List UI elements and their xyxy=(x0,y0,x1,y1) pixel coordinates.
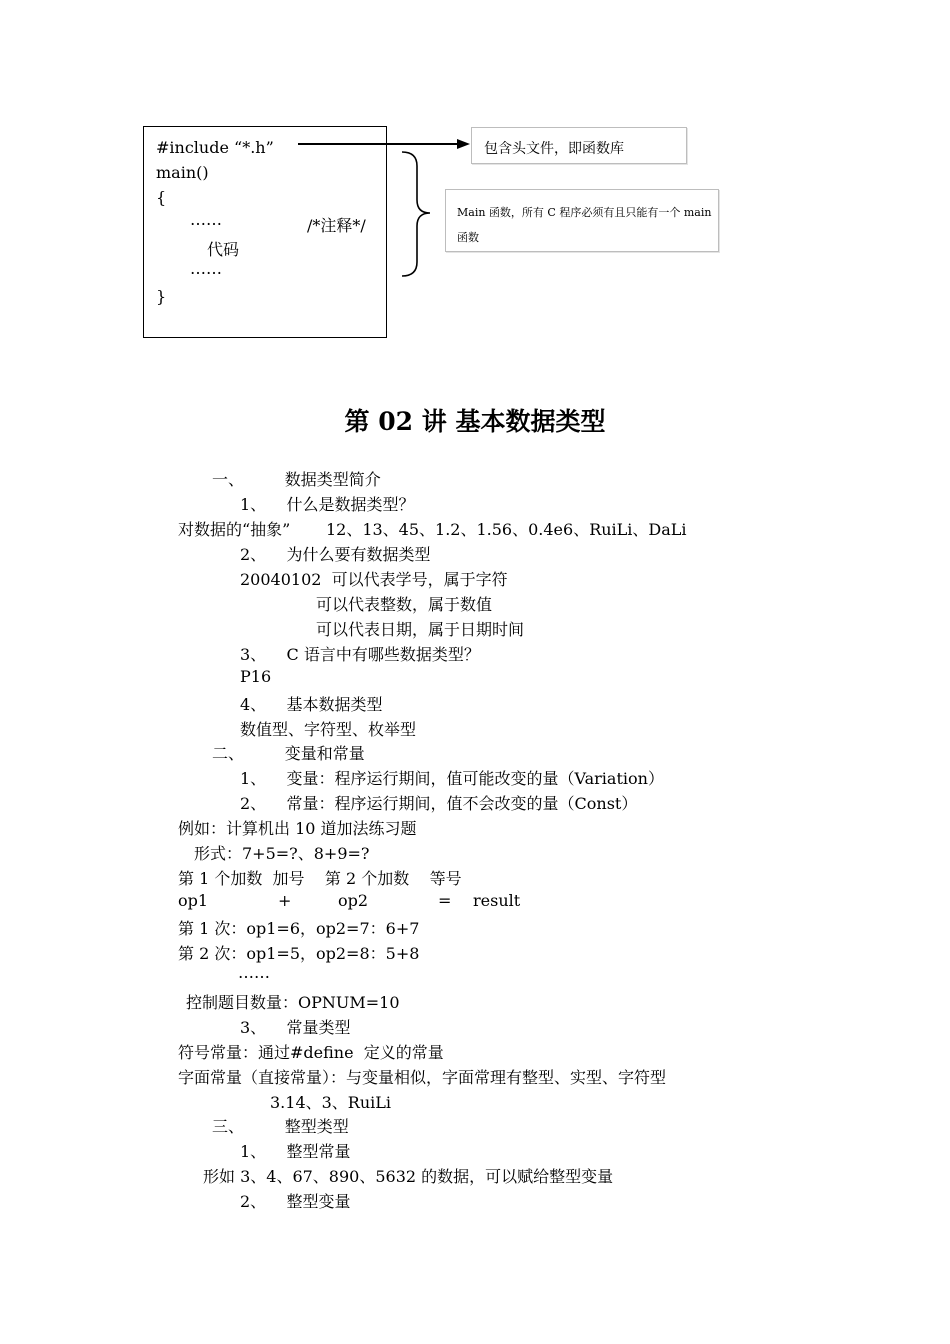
comment-line: /*注释*/ xyxy=(307,216,366,235)
abstract-examples: 对数据的“抽象” 12、13、45、1.2、1.56、0.4e6、RuiLi、DaLi xyxy=(178,520,687,539)
header-file-note: 包含头文件，即函数库 xyxy=(484,141,624,157)
ellipsis-bottom: …… xyxy=(190,259,222,278)
page-title: 第 02 讲 基本数据类型 xyxy=(344,407,606,436)
first-round: 第 1 次：op1=6，op2=7：6+7 xyxy=(178,919,420,938)
include-line: #include “*.h” xyxy=(156,138,274,157)
operand-result: result xyxy=(473,891,521,910)
operand-op2: op2 xyxy=(338,891,369,910)
code-label: 代码 xyxy=(207,240,240,259)
integer-examples: 形如 3、4、67、890、5632 的数据，可以赋给整型变量 xyxy=(203,1167,614,1186)
curly-brace-icon xyxy=(402,152,430,276)
section-3-heading: 三、 整型类型 xyxy=(212,1117,349,1136)
operand-equals: = xyxy=(438,891,452,910)
operand-headers: 第 1 个加数 加号 第 2 个加数 等号 xyxy=(178,869,462,888)
arrow-head-icon xyxy=(457,139,470,149)
example-intro: 例如：计算机出 10 道加法练习题 xyxy=(178,819,417,838)
main-line: main() xyxy=(156,163,209,182)
example-line-3: 可以代表日期，属于日期时间 xyxy=(316,620,525,639)
page-reference: P16 xyxy=(240,667,272,686)
item-1-2: 2、 为什么要有数据类型 xyxy=(240,545,431,564)
header-file-callout xyxy=(471,127,687,164)
item-1-1: 1、 什么是数据类型？ xyxy=(240,495,415,514)
item-3-2: 2、 整型变量 xyxy=(240,1192,351,1211)
literal-examples: 3.14、3、RuiLi xyxy=(270,1093,392,1112)
symbolic-constant: 符号常量：通过#define 定义的常量 xyxy=(178,1043,444,1062)
example-line-1: 20040102 可以代表学号，属于字符 xyxy=(240,570,508,589)
basic-types-list: 数值型、字符型、枚举型 xyxy=(240,720,417,739)
item-2-1: 1、 变量：程序运行期间，值可能改变的量（Variation） xyxy=(240,769,664,788)
operand-plus: + xyxy=(278,891,292,910)
control-count: 控制题目数量：OPNUM=10 xyxy=(186,993,400,1012)
ellipsis-top: …… xyxy=(190,210,222,229)
section-2-heading: 二、 变量和常量 xyxy=(212,744,365,763)
operand-op1: op1 xyxy=(178,891,209,910)
example-line-2: 可以代表整数，属于数值 xyxy=(316,595,493,614)
second-round: 第 2 次：op1=5，op2=8：5+8 xyxy=(178,944,420,963)
annotation-graphics xyxy=(0,0,950,360)
literal-constant: 字面常量（直接常量）：与变量相似，字面常理有整型、实型、字符型 xyxy=(178,1068,667,1087)
close-brace: } xyxy=(156,287,167,306)
open-brace: { xyxy=(156,188,167,207)
item-1-4: 4、 基本数据类型 xyxy=(240,695,383,714)
item-2-2: 2、 常量：程序运行期间，值不会改变的量（Const） xyxy=(240,794,638,813)
item-3-1: 1、 整型常量 xyxy=(240,1142,351,1161)
ellipsis-rounds: …… xyxy=(238,963,270,982)
main-function-callout xyxy=(445,189,719,252)
form-line: 形式：7+5=?、8+9=? xyxy=(194,844,370,863)
item-1-3: 3、 C 语言中有哪些数据类型？ xyxy=(240,645,480,664)
main-function-note: Main 函数，所有 C 程序必须有且只能有一个 main 函数 xyxy=(457,206,712,244)
section-1-heading: 一、 数据类型简介 xyxy=(212,470,381,489)
item-2-3: 3、 常量类型 xyxy=(240,1018,351,1037)
